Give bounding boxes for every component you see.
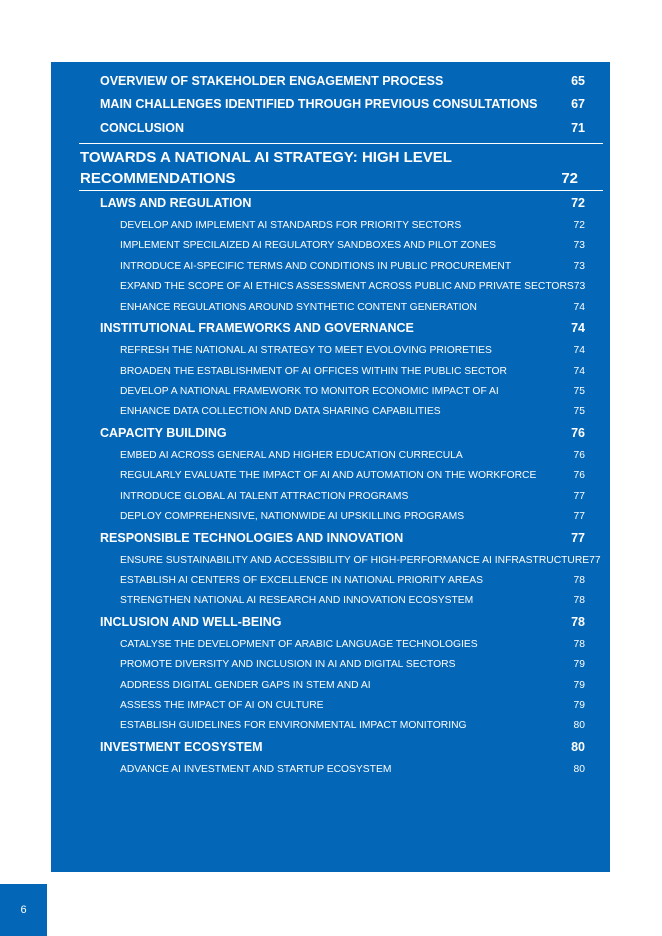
toc-item[interactable] bbox=[51, 511, 610, 522]
toc-item-title: CATALYSE THE DEVELOPMENT OF ARABIC LANGUAGE TECHNOLOGIES bbox=[120, 639, 478, 650]
toc-item[interactable] bbox=[51, 595, 610, 606]
toc-section-page: 78 bbox=[571, 615, 585, 629]
toc-section-page: 74 bbox=[571, 321, 585, 335]
toc-item-title: ENHANCE DATA COLLECTION AND DATA SHARING CAPABILITIES bbox=[120, 406, 441, 417]
toc-section-page: 76 bbox=[571, 426, 585, 440]
toc-item[interactable] bbox=[51, 659, 610, 670]
toc-item[interactable] bbox=[51, 240, 610, 251]
toc-item-page: 80 bbox=[573, 720, 585, 731]
toc-section-title: LAWS AND REGULATION bbox=[100, 196, 252, 210]
toc-item-page: 78 bbox=[573, 575, 585, 586]
toc-item-title: ENSURE SUSTAINABILITY AND ACCESSIBILITY OF HIGH-PERFORMANCE AI INFRASTRUCTURE bbox=[120, 555, 590, 566]
toc-item[interactable] bbox=[51, 764, 610, 775]
toc-section[interactable] bbox=[51, 196, 610, 210]
toc-section-page: 80 bbox=[571, 740, 585, 754]
toc-item-title: EXPAND THE SCOPE OF AI ETHICS ASSESSMENT ACROSS PUBLIC AND PRIVATE SECTORS bbox=[120, 281, 574, 292]
page-number: 6 bbox=[20, 904, 27, 916]
toc-item[interactable] bbox=[51, 470, 610, 481]
toc-entry-title: OVERVIEW OF STAKEHOLDER ENGAGEMENT PROCESS bbox=[100, 74, 444, 88]
toc-item[interactable] bbox=[51, 700, 610, 711]
toc-section-page: 77 bbox=[571, 531, 585, 545]
toc-entry[interactable] bbox=[51, 121, 610, 135]
toc-item-title: ENHANCE REGULATIONS AROUND SYNTHETIC CONTENT GENERATION bbox=[120, 302, 477, 313]
toc-item[interactable] bbox=[51, 575, 610, 586]
chapter-title-line2: RECOMMENDATIONS bbox=[80, 170, 236, 187]
toc-item-title: DEPLOY COMPREHENSIVE, NATIONWIDE AI UPSKILLING PROGRAMS bbox=[120, 511, 465, 522]
toc-item[interactable] bbox=[51, 386, 610, 397]
toc-item-page: 78 bbox=[573, 639, 585, 650]
toc-item[interactable] bbox=[51, 639, 610, 650]
toc-entry[interactable] bbox=[51, 97, 610, 111]
toc-item[interactable] bbox=[51, 450, 610, 461]
toc-item-title: ESTABLISH AI CENTERS OF EXCELLENCE IN NATIONAL PRIORITY AREAS bbox=[120, 575, 483, 586]
toc-item-page: 80 bbox=[573, 764, 585, 775]
toc-entry[interactable] bbox=[51, 74, 610, 88]
toc-item-title: BROADEN THE ESTABLISHMENT OF AI OFFICES WITHIN THE PUBLIC SECTOR bbox=[120, 366, 507, 377]
toc-item[interactable] bbox=[51, 220, 610, 231]
chapter-title-line1: TOWARDS A NATIONAL AI STRATEGY: HIGH LEVEL bbox=[80, 149, 452, 166]
toc-item-title: ADVANCE AI INVESTMENT AND STARTUP ECOSYSTEM bbox=[120, 764, 392, 775]
toc-item-page: 76 bbox=[573, 470, 585, 481]
page-number-box bbox=[0, 884, 47, 936]
chapter-page: 72 bbox=[561, 170, 578, 187]
toc-item-page: 74 bbox=[573, 366, 585, 377]
toc-item-page: 73 bbox=[573, 281, 586, 292]
toc-item-page: 73 bbox=[573, 240, 585, 251]
toc-item[interactable] bbox=[51, 491, 610, 502]
toc-item-page: 75 bbox=[573, 386, 585, 397]
toc-item[interactable] bbox=[51, 555, 610, 566]
toc-item-page: 74 bbox=[573, 302, 585, 313]
toc-section-title: INCLUSION AND WELL-BEING bbox=[100, 615, 282, 629]
toc-entry-title: CONCLUSION bbox=[100, 121, 185, 135]
toc-entry-page: 67 bbox=[571, 97, 585, 111]
toc-item-title: INTRODUCE AI-SPECIFIC TERMS AND CONDITIONS IN PUBLIC PROCUREMENT bbox=[120, 261, 512, 272]
toc-item-page: 72 bbox=[573, 220, 585, 231]
toc-item-page: 77 bbox=[573, 491, 585, 502]
toc-item-title: DEVELOP A NATIONAL FRAMEWORK TO MONITOR ECONOMIC IMPACT OF AI bbox=[120, 386, 499, 397]
toc-entry-page: 65 bbox=[571, 74, 585, 88]
toc-item-title: ASSESS THE IMPACT OF AI ON CULTURE bbox=[120, 700, 324, 711]
toc-section[interactable] bbox=[51, 615, 610, 629]
toc-item-page: 79 bbox=[573, 659, 585, 670]
toc-item-page: 77 bbox=[573, 511, 585, 522]
toc-item-title: EMBED AI ACROSS GENERAL AND HIGHER EDUCATION CURRECULA bbox=[120, 450, 463, 461]
toc-item-title: REFRESH THE NATIONAL AI STRATEGY TO MEET EVOLOVING PRIORETIES bbox=[120, 345, 492, 356]
toc-section-title: CAPACITY BUILDING bbox=[100, 426, 227, 440]
toc-item-title: ESTABLISH GUIDELINES FOR ENVIRONMENTAL IMPACT MONITORING bbox=[120, 720, 467, 731]
toc-entry-page: 71 bbox=[571, 121, 585, 135]
toc-item[interactable] bbox=[51, 261, 610, 272]
toc-item-title: IMPLEMENT SPECILAIZED AI REGULATORY SANDBOXES AND PILOT ZONES bbox=[120, 240, 496, 251]
toc-item-page: 75 bbox=[573, 406, 585, 417]
toc-item-page: 76 bbox=[573, 450, 585, 461]
toc-section-page: 72 bbox=[571, 196, 585, 210]
toc-section[interactable] bbox=[51, 531, 610, 545]
toc-chapter-heading[interactable] bbox=[79, 143, 603, 191]
toc-entry-title: MAIN CHALLENGES IDENTIFIED THROUGH PREVIOUS CONSULTATIONS bbox=[100, 97, 538, 111]
toc-item-page: 74 bbox=[573, 345, 585, 356]
toc-item-title: INTRODUCE GLOBAL AI TALENT ATTRACTION PROGRAMS bbox=[120, 491, 409, 502]
toc-item[interactable] bbox=[51, 366, 610, 377]
toc-item[interactable] bbox=[51, 720, 610, 731]
toc-item-title: STRENGTHEN NATIONAL AI RESEARCH AND INNOVATION ECOSYSTEM bbox=[120, 595, 474, 606]
toc-panel bbox=[51, 62, 610, 872]
toc-item-page: 79 bbox=[573, 680, 585, 691]
toc-item-title: DEVELOP AND IMPLEMENT AI STANDARDS FOR PRIORITY SECTORS bbox=[120, 220, 462, 231]
toc-item-title: REGULARLY EVALUATE THE IMPACT OF AI AND AUTOMATION ON THE WORKFORCE bbox=[120, 470, 537, 481]
toc-section-title: INVESTMENT ECOSYSTEM bbox=[100, 740, 263, 754]
toc-section[interactable] bbox=[51, 740, 610, 754]
toc-item-title: PROMOTE DIVERSITY AND INCLUSION IN AI AND DIGITAL SECTORS bbox=[120, 659, 456, 670]
toc-section[interactable] bbox=[51, 426, 610, 440]
toc-section-title: RESPONSIBLE TECHNOLOGIES AND INNOVATION bbox=[100, 531, 404, 545]
toc-item[interactable] bbox=[51, 281, 610, 292]
toc-item[interactable] bbox=[51, 406, 610, 417]
toc-item-page: 77 bbox=[589, 555, 601, 566]
toc-item-page: 78 bbox=[573, 595, 585, 606]
toc-item-title: ADDRESS DIGITAL GENDER GAPS IN STEM AND AI bbox=[120, 680, 371, 691]
toc-item-page: 73 bbox=[573, 261, 585, 272]
toc-item[interactable] bbox=[51, 680, 610, 691]
toc-section-title: INSTITUTIONAL FRAMEWORKS AND GOVERNANCE bbox=[100, 321, 414, 335]
toc-item[interactable] bbox=[51, 302, 610, 313]
toc-item[interactable] bbox=[51, 345, 610, 356]
toc-item-page: 79 bbox=[573, 700, 585, 711]
toc-section[interactable] bbox=[51, 321, 610, 335]
